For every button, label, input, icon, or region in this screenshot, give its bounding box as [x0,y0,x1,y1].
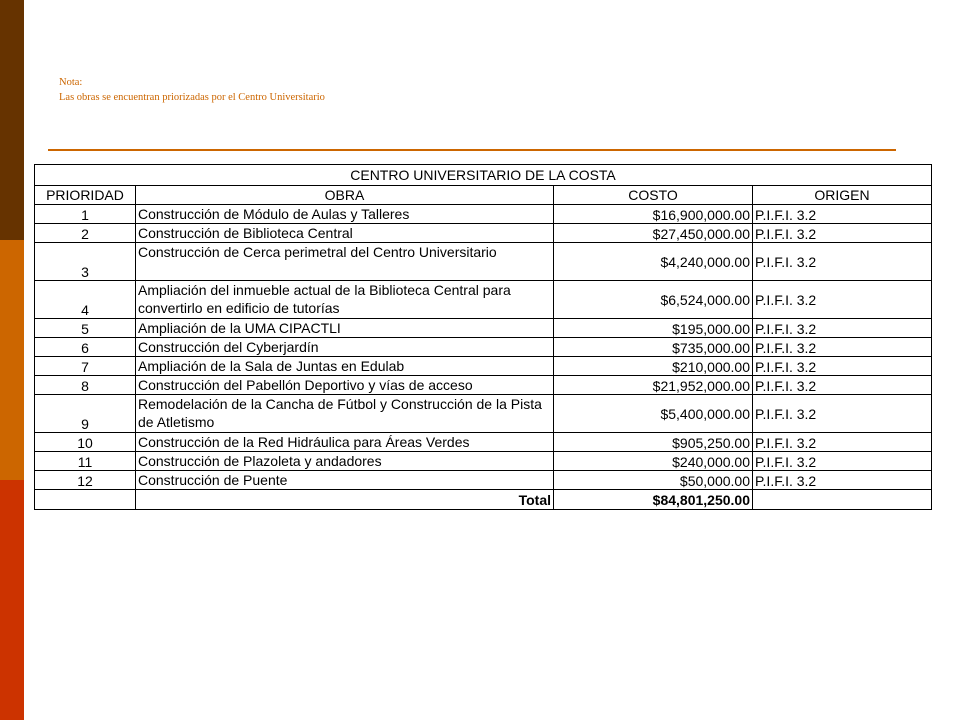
table-row [35,357,932,376]
cell-obra: Construcción de Plazoleta y andadores [136,452,554,471]
cell-origen: P.I.F.I. 3.2 [753,224,932,243]
table-header-row [35,186,932,205]
table-row [35,471,932,490]
cell-prioridad: 6 [35,338,136,357]
table-row [35,395,932,433]
cell-costo: $240,000.00 [554,452,753,471]
cell-obra: Ampliación de la Sala de Juntas en Edulab [136,357,554,376]
cell-obra: Construcción del Cyberjardín [136,338,554,357]
table-row [35,452,932,471]
cell-costo: $21,952,000.00 [554,376,753,395]
cell-costo: $5,400,000.00 [554,395,753,433]
cell-prioridad: 4 [35,281,136,319]
table-row [35,205,932,224]
table-row [35,338,932,357]
total-value: $84,801,250.00 [554,490,753,510]
cell-origen: P.I.F.I. 3.2 [753,471,932,490]
cell-costo: $4,240,000.00 [554,243,753,281]
note-text: Las obras se encuentran priorizadas por el Centro Universitario [59,92,325,103]
table-row [35,433,932,452]
table-row [35,319,932,338]
cell-obra: Construcción de Módulo de Aulas y Talleres [136,205,554,224]
works-table [34,164,932,510]
table-total-row [35,490,932,510]
cell-prioridad: 2 [35,224,136,243]
cell-origen: P.I.F.I. 3.2 [753,205,932,224]
sidebar-stripe-bottom [0,480,24,720]
total-label: Total [136,490,554,510]
cell-prioridad: 12 [35,471,136,490]
cell-obra: Construcción del Pabellón Deportivo y vías de acceso [136,376,554,395]
cell-origen: P.I.F.I. 3.2 [753,357,932,376]
table-row [35,281,932,319]
cell-empty [753,490,932,510]
cell-obra: Construcción de Cerca perimetral del Centro Universitario [136,243,554,281]
cell-costo: $195,000.00 [554,319,753,338]
cell-origen: P.I.F.I. 3.2 [753,376,932,395]
note-label: Nota: [59,77,83,88]
cell-origen: P.I.F.I. 3.2 [753,243,932,281]
header-obra: OBRA [136,186,554,205]
cell-prioridad: 10 [35,433,136,452]
cell-prioridad: 5 [35,319,136,338]
cell-costo: $210,000.00 [554,357,753,376]
cell-obra: Ampliación de la UMA CIPACTLI [136,319,554,338]
cell-origen: P.I.F.I. 3.2 [753,433,932,452]
cell-origen: P.I.F.I. 3.2 [753,338,932,357]
cell-prioridad: 8 [35,376,136,395]
cell-obra: Construcción de Puente [136,471,554,490]
cell-prioridad: 9 [35,395,136,433]
table-row [35,224,932,243]
cell-obra: Remodelación de la Cancha de Fútbol y Construcción de la Pista de Atletismo [136,395,554,433]
cell-prioridad: 11 [35,452,136,471]
header-origen: ORIGEN [753,186,932,205]
table-row [35,376,932,395]
table-title-row [35,165,932,186]
divider-rule [48,149,896,151]
header-prioridad: PRIORIDAD [35,186,136,205]
note-block [59,75,325,105]
cell-prioridad: 7 [35,357,136,376]
cell-origen: P.I.F.I. 3.2 [753,319,932,338]
cell-origen: P.I.F.I. 3.2 [753,281,932,319]
table-title: CENTRO UNIVERSITARIO DE LA COSTA [35,165,932,186]
cell-costo: $50,000.00 [554,471,753,490]
cell-costo: $16,900,000.00 [554,205,753,224]
cell-prioridad: 1 [35,205,136,224]
cell-origen: P.I.F.I. 3.2 [753,452,932,471]
sidebar-stripe-middle [0,240,24,480]
cell-costo: $6,524,000.00 [554,281,753,319]
cell-costo: $27,450,000.00 [554,224,753,243]
cell-origen: P.I.F.I. 3.2 [753,395,932,433]
header-costo: COSTO [554,186,753,205]
cell-obra: Ampliación del inmueble actual de la Biblioteca Central para convertirlo en edificio de tutorías [136,281,554,319]
cell-prioridad: 3 [35,243,136,281]
sidebar-stripe-top [0,0,24,240]
cell-obra: Construcción de la Red Hidráulica para Áreas Verdes [136,433,554,452]
cell-obra: Construcción de Biblioteca Central [136,224,554,243]
cell-costo: $735,000.00 [554,338,753,357]
cell-costo: $905,250.00 [554,433,753,452]
cell-empty [35,490,136,510]
table-row [35,243,932,281]
